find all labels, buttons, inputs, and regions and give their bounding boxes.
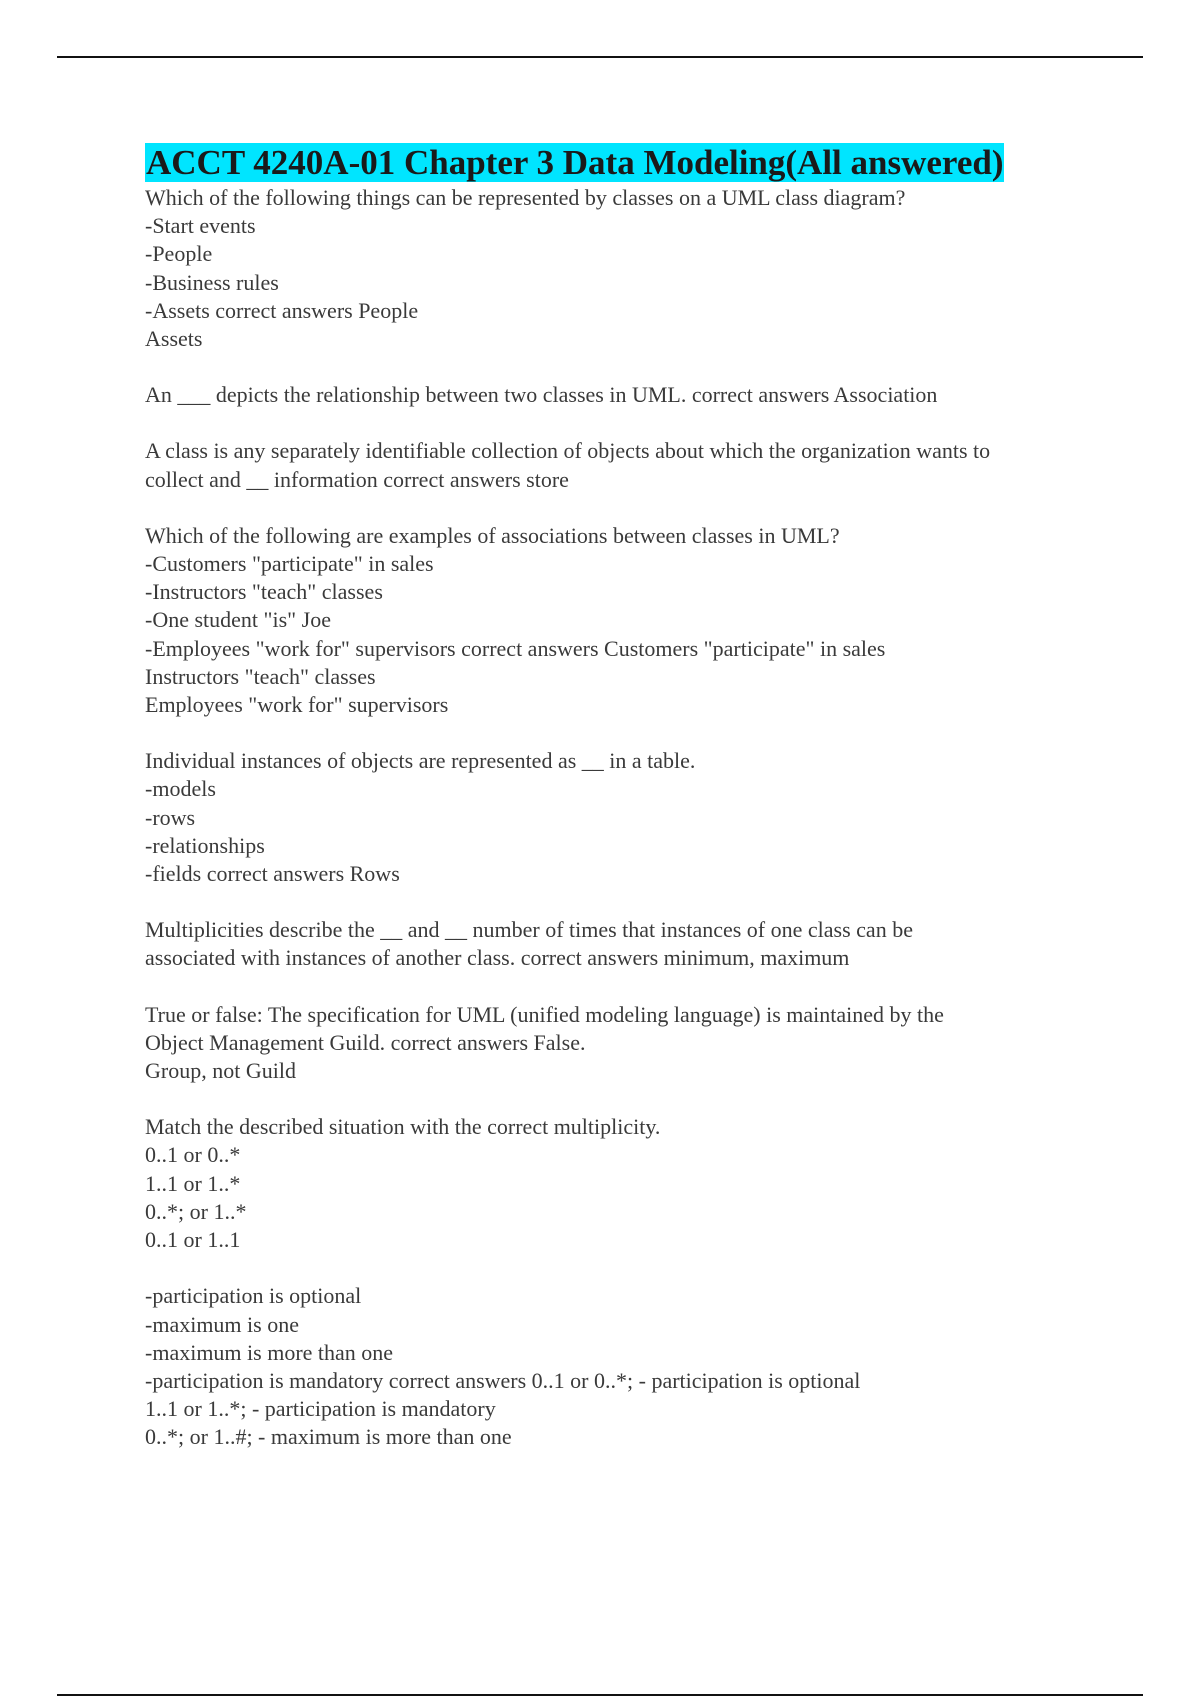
paragraph-gap xyxy=(145,1254,1085,1282)
text-line: -rows xyxy=(145,804,196,830)
paragraph-gap xyxy=(145,1085,1085,1113)
text-line: -participation is mandatory correct answers 0..1 or 0..*; - participation is optional xyxy=(145,1367,861,1393)
text-line: -models xyxy=(145,776,216,802)
qa-block xyxy=(145,1001,1085,1086)
text-line: Individual instances of objects are represented as __ in a table. xyxy=(145,748,696,774)
text-line: An ___ depicts the relationship between two classes in UML. correct answers Association xyxy=(145,382,938,408)
text-line: associated with instances of another class. correct answers minimum, maximum xyxy=(145,945,850,971)
qa-block xyxy=(145,184,1085,353)
text-line: Instructors "teach" classes xyxy=(145,663,376,689)
text-line: collect and __ information correct answers store xyxy=(145,466,569,492)
text-line: -fields correct answers Rows xyxy=(145,861,400,887)
text-line: -Assets correct answers People xyxy=(145,297,419,323)
text-line: Employees "work for" supervisors xyxy=(145,692,449,718)
text-line: -maximum is more than one xyxy=(145,1339,394,1365)
text-line: -Business rules xyxy=(145,269,279,295)
document-body xyxy=(145,142,1085,1452)
text-line: -People xyxy=(145,241,213,267)
text-line: 0..*; or 1..#; - maximum is more than one xyxy=(145,1424,512,1450)
text-line: Assets xyxy=(145,326,203,352)
text-line: 0..1 or 0..* xyxy=(145,1142,241,1168)
qa-block xyxy=(145,1282,1085,1451)
paragraph-gap xyxy=(145,353,1085,381)
text-line: 1..1 or 1..*; - participation is mandatory xyxy=(145,1396,496,1422)
footer-rule xyxy=(57,1694,1143,1696)
paragraph-gap xyxy=(145,973,1085,1001)
text-line: -maximum is one xyxy=(145,1311,299,1337)
qa-block xyxy=(145,916,1085,972)
text-line: 0..*; or 1..* xyxy=(145,1198,247,1224)
paragraph-gap xyxy=(145,888,1085,916)
text-line: -Employees "work for" supervisors correct answers Customers "participate" in sales xyxy=(145,635,886,661)
text-line: -Instructors "teach" classes xyxy=(145,579,383,605)
paragraph-gap xyxy=(145,494,1085,522)
text-line: 1..1 or 1..* xyxy=(145,1170,241,1196)
text-line: Multiplicities describe the __ and __ number of times that instances of one class can be xyxy=(145,917,913,943)
paragraph-gap xyxy=(145,409,1085,437)
header-rule xyxy=(57,56,1143,58)
qa-block xyxy=(145,522,1085,719)
text-line: -relationships xyxy=(145,832,265,858)
text-line: -Start events xyxy=(145,213,256,239)
text-line: -One student "is" Joe xyxy=(145,607,331,633)
qa-block xyxy=(145,747,1085,888)
qa-block xyxy=(145,381,1085,409)
qa-block xyxy=(145,437,1085,493)
document-title xyxy=(145,142,1085,184)
text-line: 0..1 or 1..1 xyxy=(145,1227,241,1253)
text-line: Which of the following things can be represented by classes on a UML class diagram? xyxy=(145,185,906,210)
text-line: A class is any separately identifiable collection of objects about which the organization wants to xyxy=(145,438,991,464)
text-line: Match the described situation with the correct multiplicity. xyxy=(145,1114,661,1140)
text-line: Group, not Guild xyxy=(145,1058,296,1084)
text-line: -participation is optional xyxy=(145,1283,362,1309)
text-line: Which of the following are examples of associations between classes in UML? xyxy=(145,522,840,548)
text-line: Object Management Guild. correct answers False. xyxy=(145,1029,586,1055)
text-line: -Customers "participate" in sales xyxy=(145,551,434,577)
paragraph-gap xyxy=(145,719,1085,747)
qa-block xyxy=(145,1113,1085,1254)
title-highlight: ACCT 4240A-01 Chapter 3 Data Modeling(All answered) xyxy=(146,143,1004,182)
text-line: True or false: The specification for UML (unified modeling language) is maintained by the xyxy=(145,1001,944,1027)
